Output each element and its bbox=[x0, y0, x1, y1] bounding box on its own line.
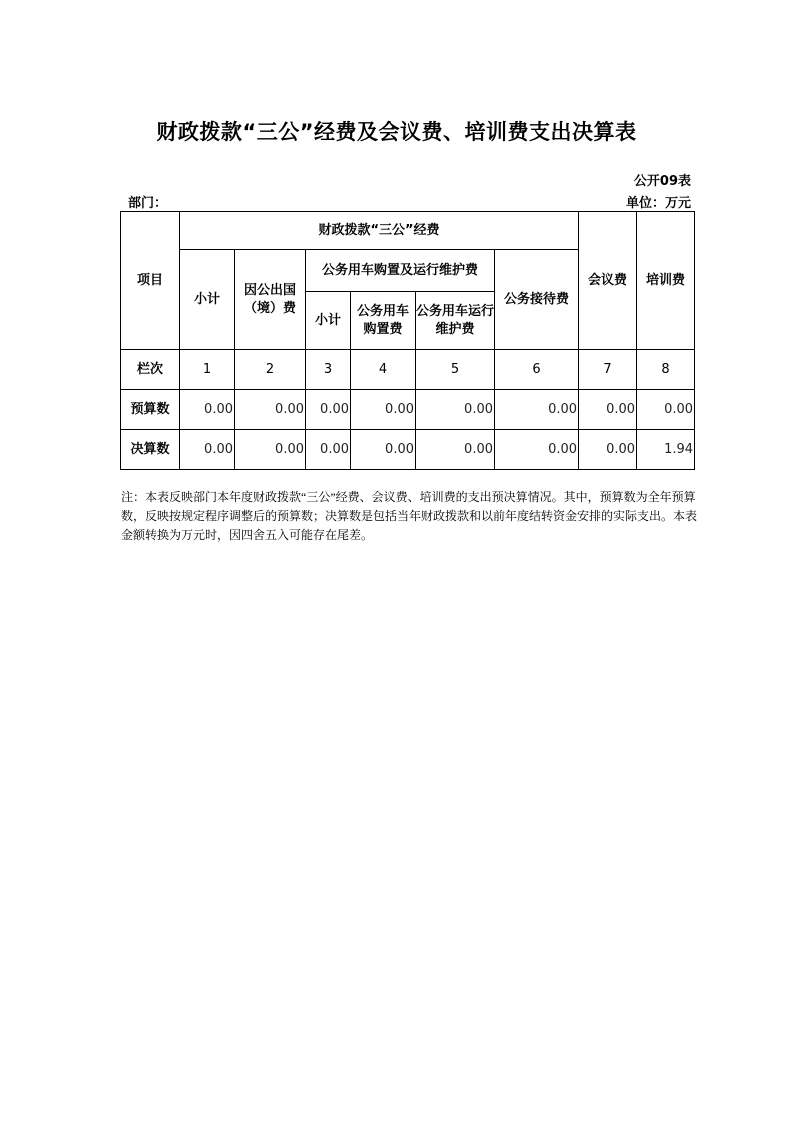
table-cell: 0.00 bbox=[351, 430, 416, 470]
header-overseas: 因公出国（境）费 bbox=[235, 250, 306, 350]
column-number: 7 bbox=[579, 350, 637, 390]
table-row bbox=[121, 390, 695, 430]
table-cell: 0.00 bbox=[495, 430, 579, 470]
table-cell: 0.00 bbox=[416, 430, 495, 470]
header-vehicle-group: 公务用车购置及运行维护费 bbox=[306, 250, 495, 292]
table-cell: 0.00 bbox=[351, 390, 416, 430]
table-cell: 0.00 bbox=[306, 430, 351, 470]
table-row bbox=[121, 430, 695, 470]
table-cell: 0.00 bbox=[235, 390, 306, 430]
header-training: 培训费 bbox=[637, 212, 695, 350]
table-cell: 0.00 bbox=[235, 430, 306, 470]
column-number: 1 bbox=[180, 350, 235, 390]
column-number: 2 bbox=[235, 350, 306, 390]
header-vehicle-subtotal: 小计 bbox=[306, 292, 351, 350]
form-code: 公开09表 bbox=[633, 174, 691, 189]
header-three-public: 财政拨款“三公”经费 bbox=[180, 212, 579, 250]
table-cell: 0.00 bbox=[416, 390, 495, 430]
table-cell: 0.00 bbox=[579, 430, 637, 470]
column-number: 4 bbox=[351, 350, 416, 390]
expenditure-table bbox=[120, 211, 695, 470]
table-cell: 1.94 bbox=[637, 430, 695, 470]
header-meeting: 会议费 bbox=[579, 212, 637, 350]
unit-label: 单位：万元 bbox=[625, 196, 691, 211]
row-label: 栏次 bbox=[121, 350, 180, 390]
page-title: 财政拨款“三公”经费及会议费、培训费支出决算表 bbox=[156, 120, 637, 144]
header-subtotal: 小计 bbox=[180, 250, 235, 350]
table-cell: 0.00 bbox=[180, 430, 235, 470]
header-reception: 公务接待费 bbox=[495, 250, 579, 350]
table-cell: 0.00 bbox=[306, 390, 351, 430]
column-number: 5 bbox=[416, 350, 495, 390]
department-label: 部门： bbox=[128, 196, 168, 211]
row-label: 决算数 bbox=[121, 430, 180, 470]
header-vehicle-operation: 公务用车运行维护费 bbox=[416, 292, 495, 350]
table-cell: 0.00 bbox=[579, 390, 637, 430]
column-number: 8 bbox=[637, 350, 695, 390]
column-number-row bbox=[121, 350, 695, 390]
table-cell: 0.00 bbox=[637, 390, 695, 430]
table-cell: 0.00 bbox=[495, 390, 579, 430]
header-vehicle-purchase: 公务用车购置费 bbox=[351, 292, 416, 350]
header-item: 项目 bbox=[121, 212, 180, 350]
column-number: 6 bbox=[495, 350, 579, 390]
column-number: 3 bbox=[306, 350, 351, 390]
table-cell: 0.00 bbox=[180, 390, 235, 430]
footnote: 注：本表反映部门本年度财政拨款“三公”经费、会议费、培训费的支出预决算情况。其中，预算数为全年预算数，反映按规定程序调整后的预算数；决算数是包括当年财政拨款和以前年度结转资金安排的实际支出。本表金额转换为万元时，因四舍五入可能存在尾差。 bbox=[121, 490, 698, 542]
row-label: 预算数 bbox=[121, 390, 180, 430]
